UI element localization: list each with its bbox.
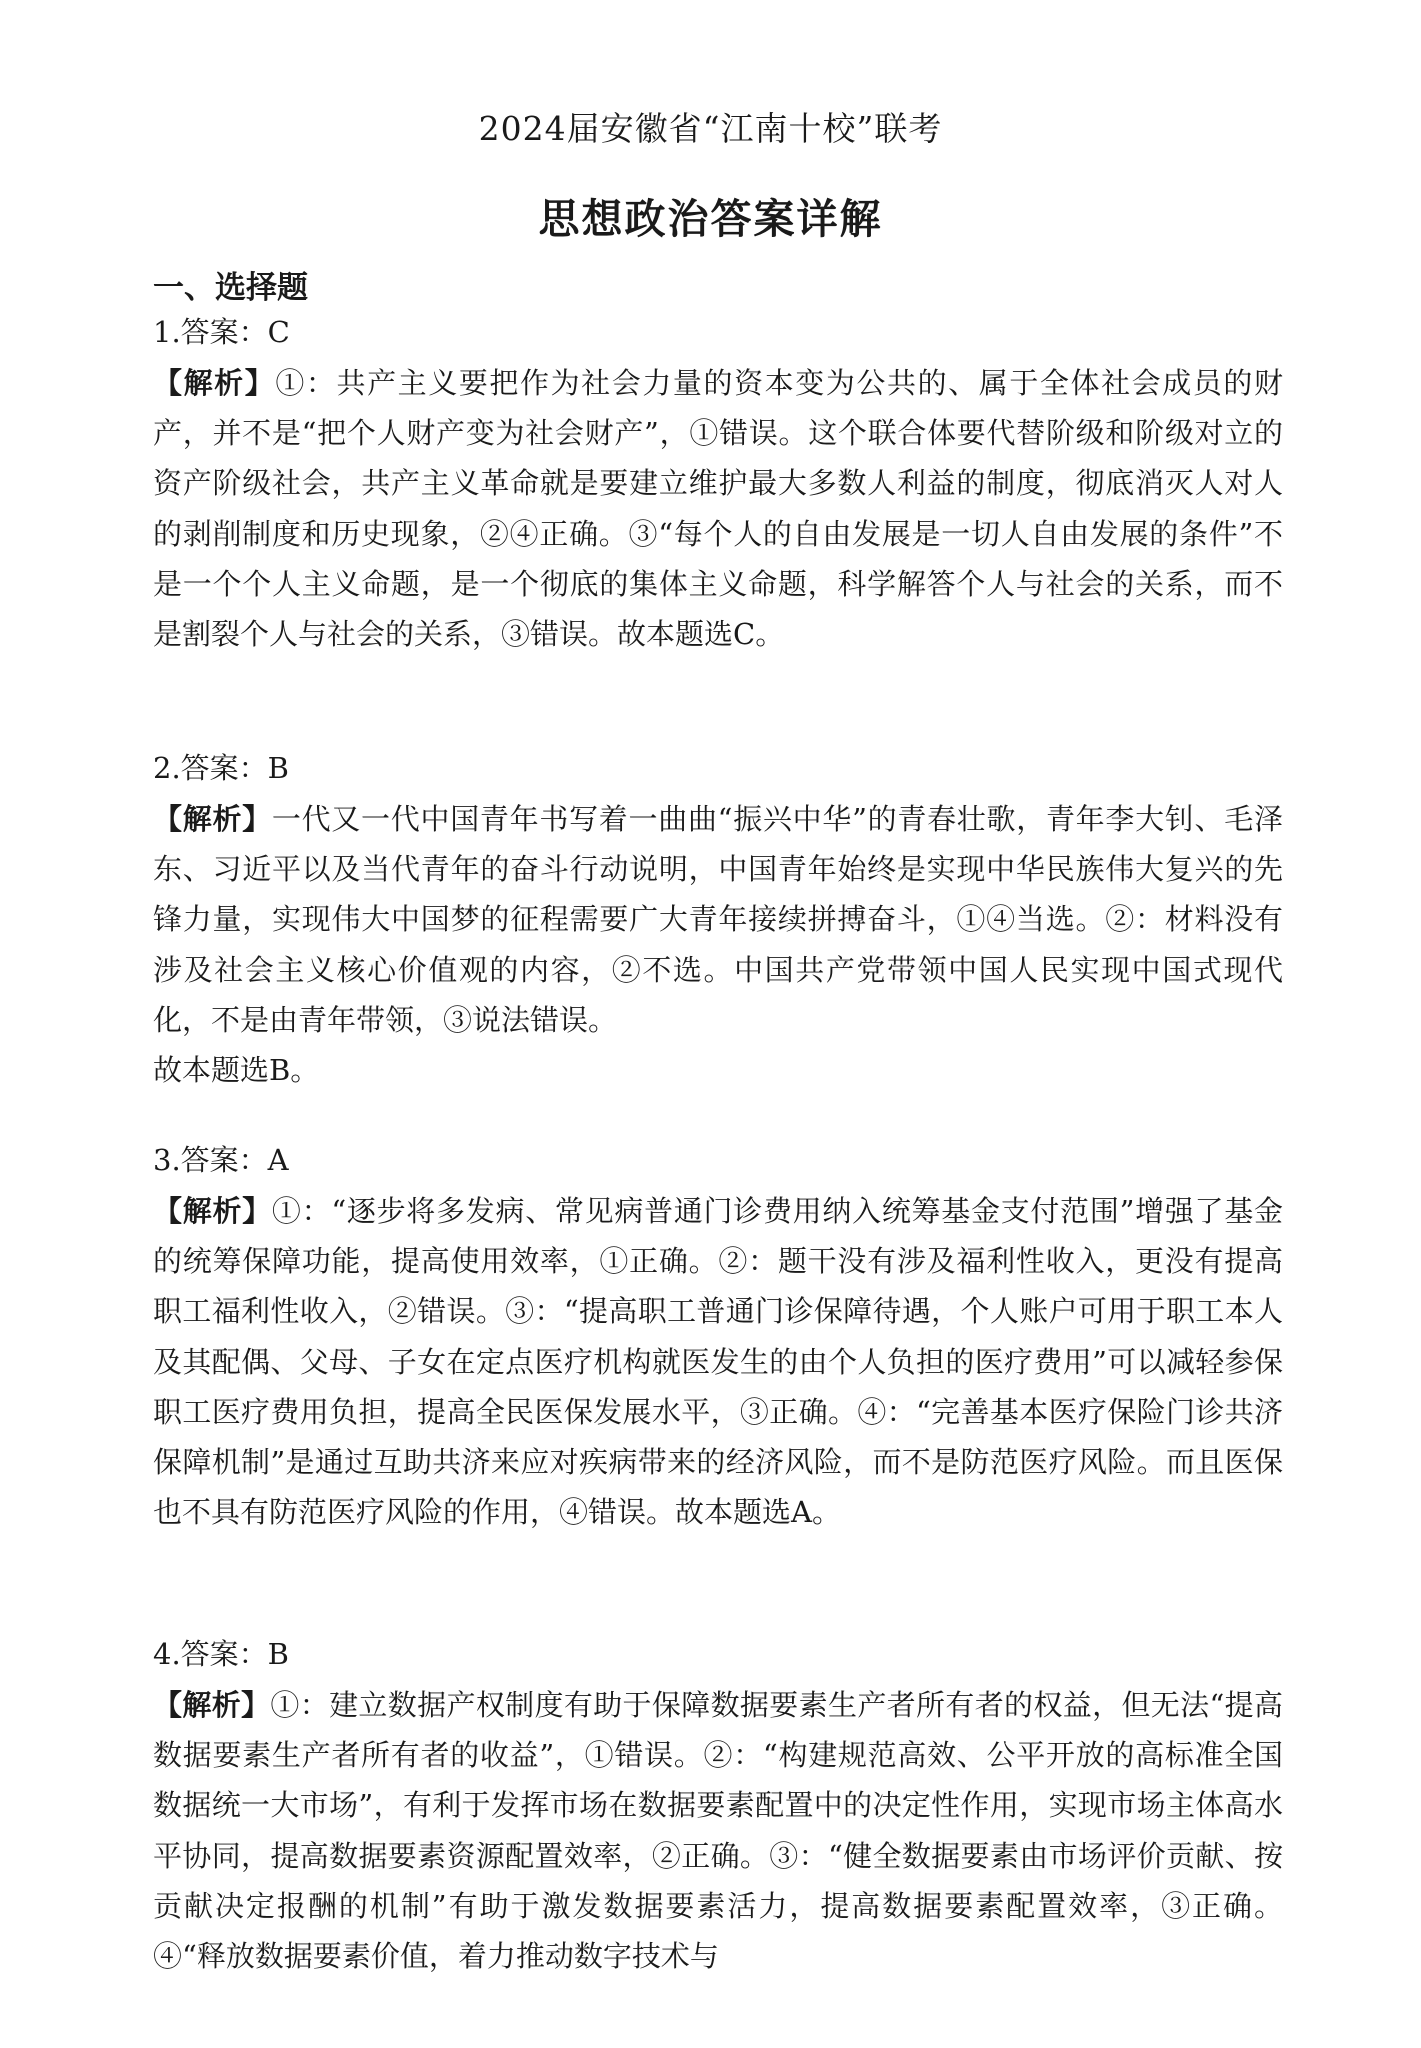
- analysis-tag: 【解析】: [153, 802, 272, 836]
- analysis-paragraph: [153, 794, 1283, 1045]
- analysis-text: [153, 794, 1283, 1095]
- analysis-body: 一代又一代中国青年书写着一曲曲“振兴中华”的青春壮歌，青年李大钊、毛泽东、习近平以及当代青年的奋斗行动说明，中国青年始终是实现中华民族伟大复兴的先锋力量，实现伟大中国梦的征程需要广大青年接续拼搏奋斗，①④当选。②：材料没有涉及社会主义核心价值观的内容，②不选。中国共产党带领中国人民实现中国式现代化，不是由青年带领，③说法错误。: [153, 802, 1283, 1037]
- question-2: [153, 742, 1283, 1095]
- analysis-tag: 【解析】: [153, 1194, 272, 1228]
- analysis-text: [153, 358, 1283, 659]
- analysis-text: [153, 1186, 1283, 1537]
- answer-line: 2.答案：B: [153, 751, 289, 785]
- exam-title: 2024届安徽省“江南十校”联考: [478, 109, 943, 148]
- document-title: 思想政治答案详解: [538, 195, 883, 243]
- analysis-paragraph: [153, 358, 1283, 659]
- answer-line: 1.答案：C: [153, 315, 290, 349]
- answer-line: 4.答案：B: [153, 1637, 289, 1671]
- section-heading: 一、选择题: [153, 270, 308, 306]
- question-1: [153, 306, 1283, 659]
- analysis-text: [153, 1680, 1283, 1981]
- analysis-paragraph: [153, 1186, 1283, 1537]
- analysis-body: ①：建立数据产权制度有助于保障数据要素生产者所有者的权益，但无法“提高数据要素生产者所有者的收益”，①错误。②：“构建规范高效、公平开放的高标准全国数据统一大市场”，有利于发挥市场在数据要素配置中的决定性作用，实现市场主体高水平协同，提高数据要素资源配置效率，②正确。③：“健全数据要素由市场评价贡献、按贡献决定报酬的机制”有助于激发数据要素活力，提高数据要素配置效率，③正确。④“释放数据要素价值，着力推动数字技术与: [153, 1688, 1283, 1974]
- question-3: [153, 1134, 1283, 1537]
- analysis-tag: 【解析】: [153, 1688, 271, 1722]
- question-4: [153, 1628, 1283, 1981]
- analysis-paragraph: [153, 1680, 1283, 1981]
- analysis-body: ①：共产主义要把作为社会力量的资本变为公共的、属于全体社会成员的财产，并不是“把个人财产变为社会财产”，①错误。这个联合体要代替阶级和阶级对立的资产阶级社会，共产主义革命就是要建立维护最大多数人利益的制度，彻底消灭人对人的剥削制度和历史现象，②④正确。③“每个人的自由发展是一切人自由发展的条件”不是一个个人主义命题，是一个彻底的集体主义命题，科学解答个人与社会的关系，而不是割裂个人与社会的关系，③错误。故本题选C。: [153, 366, 1283, 652]
- analysis-tag: 【解析】: [153, 366, 276, 400]
- analysis-conclusion: 故本题选B。: [153, 1053, 320, 1088]
- answer-line: 3.答案：A: [153, 1143, 289, 1177]
- analysis-body: ①：“逐步将多发病、常见病普通门诊费用纳入统筹基金支付范围”增强了基金的统筹保障功能，提高使用效率，①正确。②：题干没有涉及福利性收入，更没有提高职工福利性收入，②错误。③：“提高职工普通门诊保障待遇，个人账户可用于职工本人及其配偶、父母、子女在定点医疗机构就医发生的由个人负担的医疗费用”可以减轻参保职工医疗费用负担，提高全民医保发展水平，③正确。④：“完善基本医疗保险门诊共济保障机制”是通过互助共济来应对疾病带来的经济风险，而不是防范医疗风险。而且医保也不具有防范医疗风险的作用，④错误。故本题选A。: [153, 1194, 1283, 1530]
